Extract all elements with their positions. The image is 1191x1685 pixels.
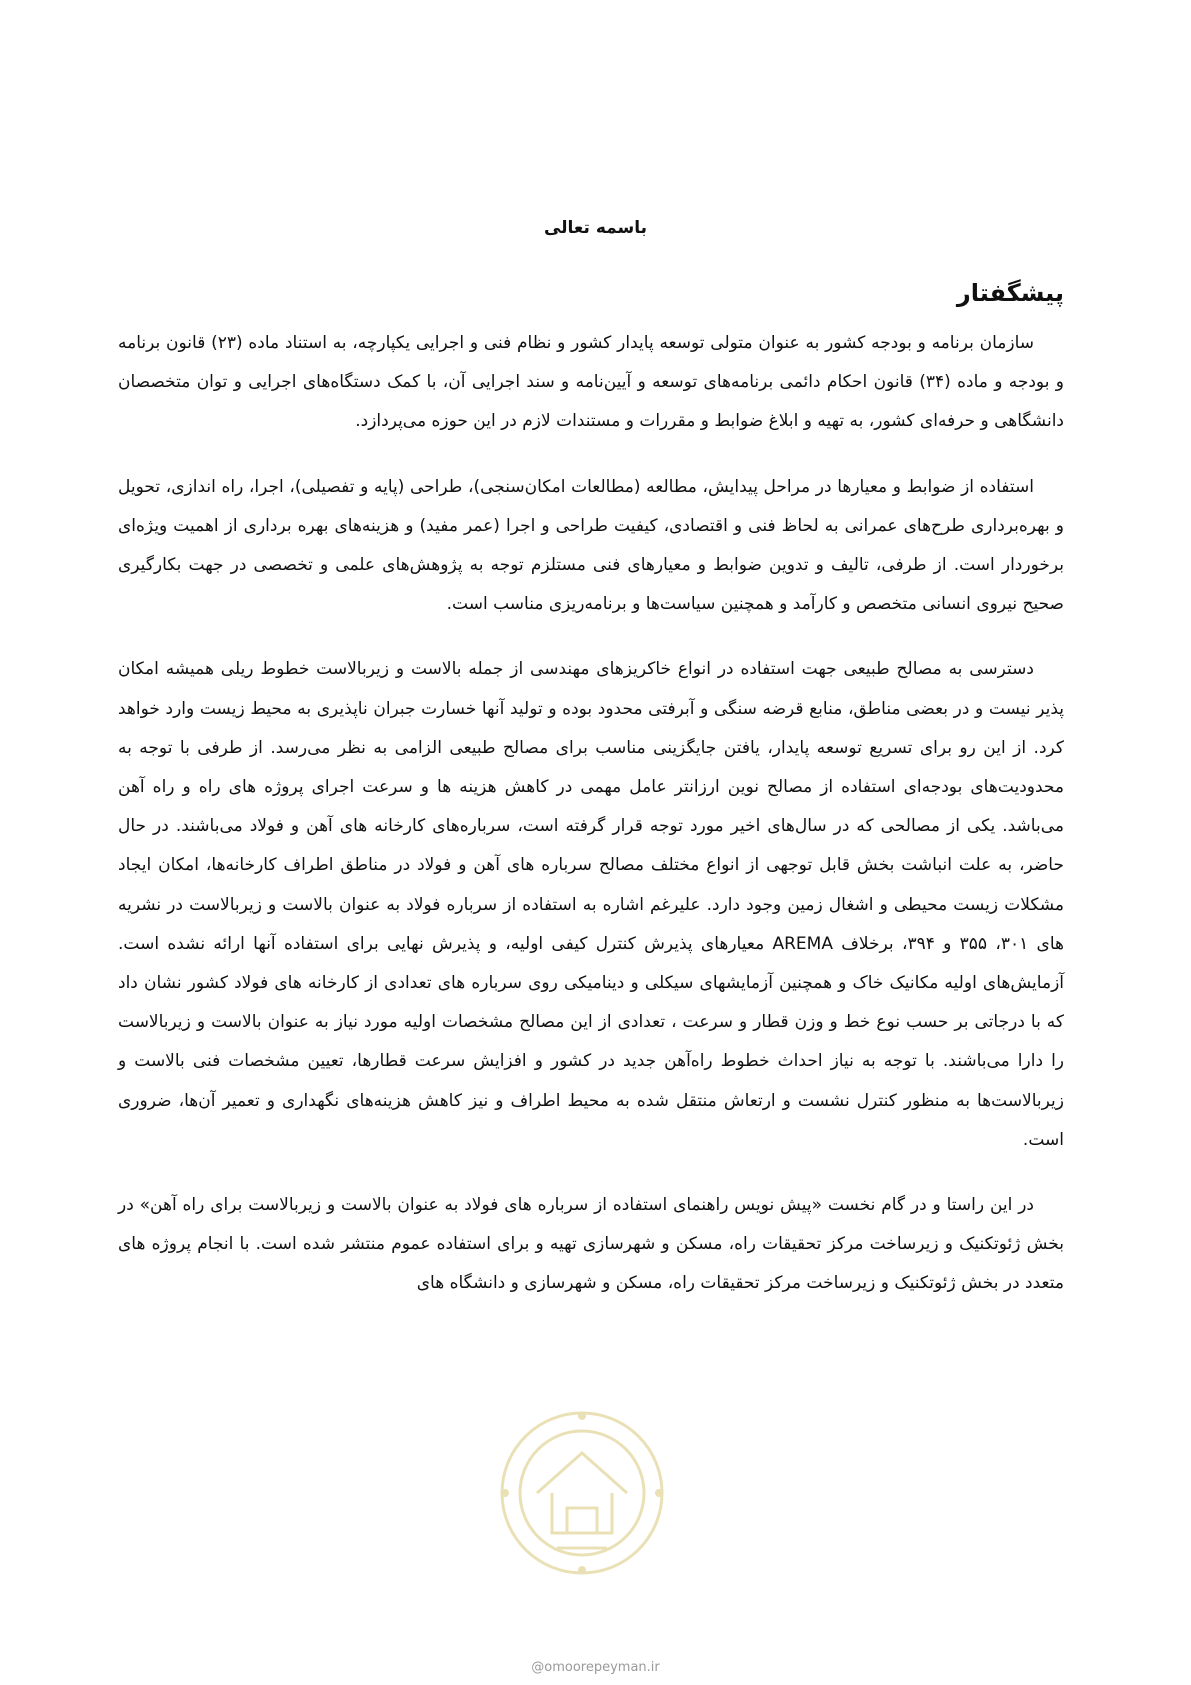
- besmele-header: باسمه تعالی: [543, 218, 648, 238]
- paragraph-4: در این راستا و در گام نخست «پیش نویس راهنمای استفاده از سرباره های فولاد به عنوان بالاست و زیربالاست برای راه آهن» در بخش ژئوتکنیک و زیرساخت مرکز تحقیقات راه، مسکن و شهرسازی تهیه و برای استفاده عموم منتشر شده است. با انجام پروژه های متعدد در بخش ژئوتکنیک و زیرساخت مرکز تحقیقات راه، مسکن و شهرسازی و دانشگاه های: [118, 1195, 1064, 1294]
- paragraph-3: دسترسی به مصالح طبیعی جهت استفاده در انواع خاکریزهای مهندسی از جمله بالاست و زیربالاست خطوط ریلی همیشه امکان پذیر نیست و در بعضی مناطق، منابع قرضه سنگی و آبرفتی محدود بوده و تولید آنها خسارت جبران ناپذیری به محیط زیست وارد خواهد کرد. از این رو برای تسریع توسعه پایدار، یافتن جایگزینی مناسب برای مصالح طبیعی الزامی به نظر می‌رسد. از طرفی با توجه به محدودیت‌های بودجه‌ای استفاده از مصالح نوین ارزانتر عامل مهمی در کاهش هزینه ها و سرعت اجرای پروژه های راه و راه آهن می‌باشد. یکی از مصالحی که در سال‌های اخیر مورد توجه قرار گرفته است، سرباره‌های کارخانه های آهن و فولاد می‌باشند. در حال حاضر، به علت انباشت بخش قابل توجهی از انواع مختلف مصالح سرباره های آهن و فولاد در مناطق اطراف کارخانه‌ها، امکان ایجاد مشکلات زیست محیطی و اشغال زمین وجود دارد. علیرغم اشاره به استفاده از سرباره فولاد به عنوان بالاست و زیربالاست در نشریه های ۳۰۱، ۳۵۵ و ۳۹۴، برخلاف AREMA معیارهای پذیرش کنترل کیفی اولیه، و پذیرش نهایی برای استفاده آنها ارائه نشده است. آزمایش‌های اولیه مکانیک خاک و همچنین آزمایشهای سیکلی و دینامیکی روی سرباره های تعدادی از کارخانه های فولاد کشور نشان داد که با درجاتی بر حسب نوع خط و وزن قطار و سرعت ، تعدادی از این مصالح مشخصات اولیه مورد نیاز به عنوان بالاست و زیربالاست را دارا می‌باشند. با توجه به نیاز احداث خطوط راه‌آهن جدید در کشور و افزایش سرعت قطارها، تعیین مشخصات فنی بالاست و زیربالاست‌ها به منظور کنترل نشست و ارتعاش منتقل شده به محیط اطراف و نیز کاهش هزینه‌های نگهداری و تعمیر آن‌ها، ضروری است.: [118, 659, 1064, 1150]
- document-body: [118, 276, 1064, 1304]
- page-title: پیشگفتار: [956, 279, 1064, 307]
- footer-url: @omoorepeyman.ir: [531, 1660, 660, 1675]
- paragraph-1: سازمان برنامه و بودجه کشور به عنوان متولی توسعه پایدار کشور و نظام فنی و اجرایی یکپارچه، به استناد ماده (۲۳) قانون برنامه و بودجه و ماده (۳۴) قانون احکام دائمی برنامه‌های توسعه و آیین‌نامه و سند اجرایی آن، با کمک دستگاه‌های اجرایی و توان متخصصان دانشگاهی و حرفه‌ای کشور، به تهیه و ابلاغ ضوابط و مقررات و مستندات لازم در این حوزه می‌پردازد.: [118, 333, 1064, 432]
- paragraph-2: استفاده از ضوابط و معیارها در مراحل پیدایش، مطالعه (مطالعات امکان‌سنجی)، طراحی (پایه و تفصیلی)، اجرا، راه اندازی، تحویل و بهره‌برداری طرح‌های عمرانی به لحاظ فنی و اقتصادی، کیفیت طراحی و اجرا (عمر مفید) و هزینه‌های بهره برداری از اهمیت ویژه‌ای برخوردار است. از طرفی، تالیف و تدوین ضوابط و معیارهای فنی مستلزم توجه به پژوهش‌های علمی و تخصصی در جهت بکارگیری صحیح نیروی انسانی متخصص و کارآمد و همچنین سیاست‌ها و برنامه‌ریزی مناسب است.: [118, 476, 1064, 615]
- seal-logo-icon: [497, 1408, 667, 1578]
